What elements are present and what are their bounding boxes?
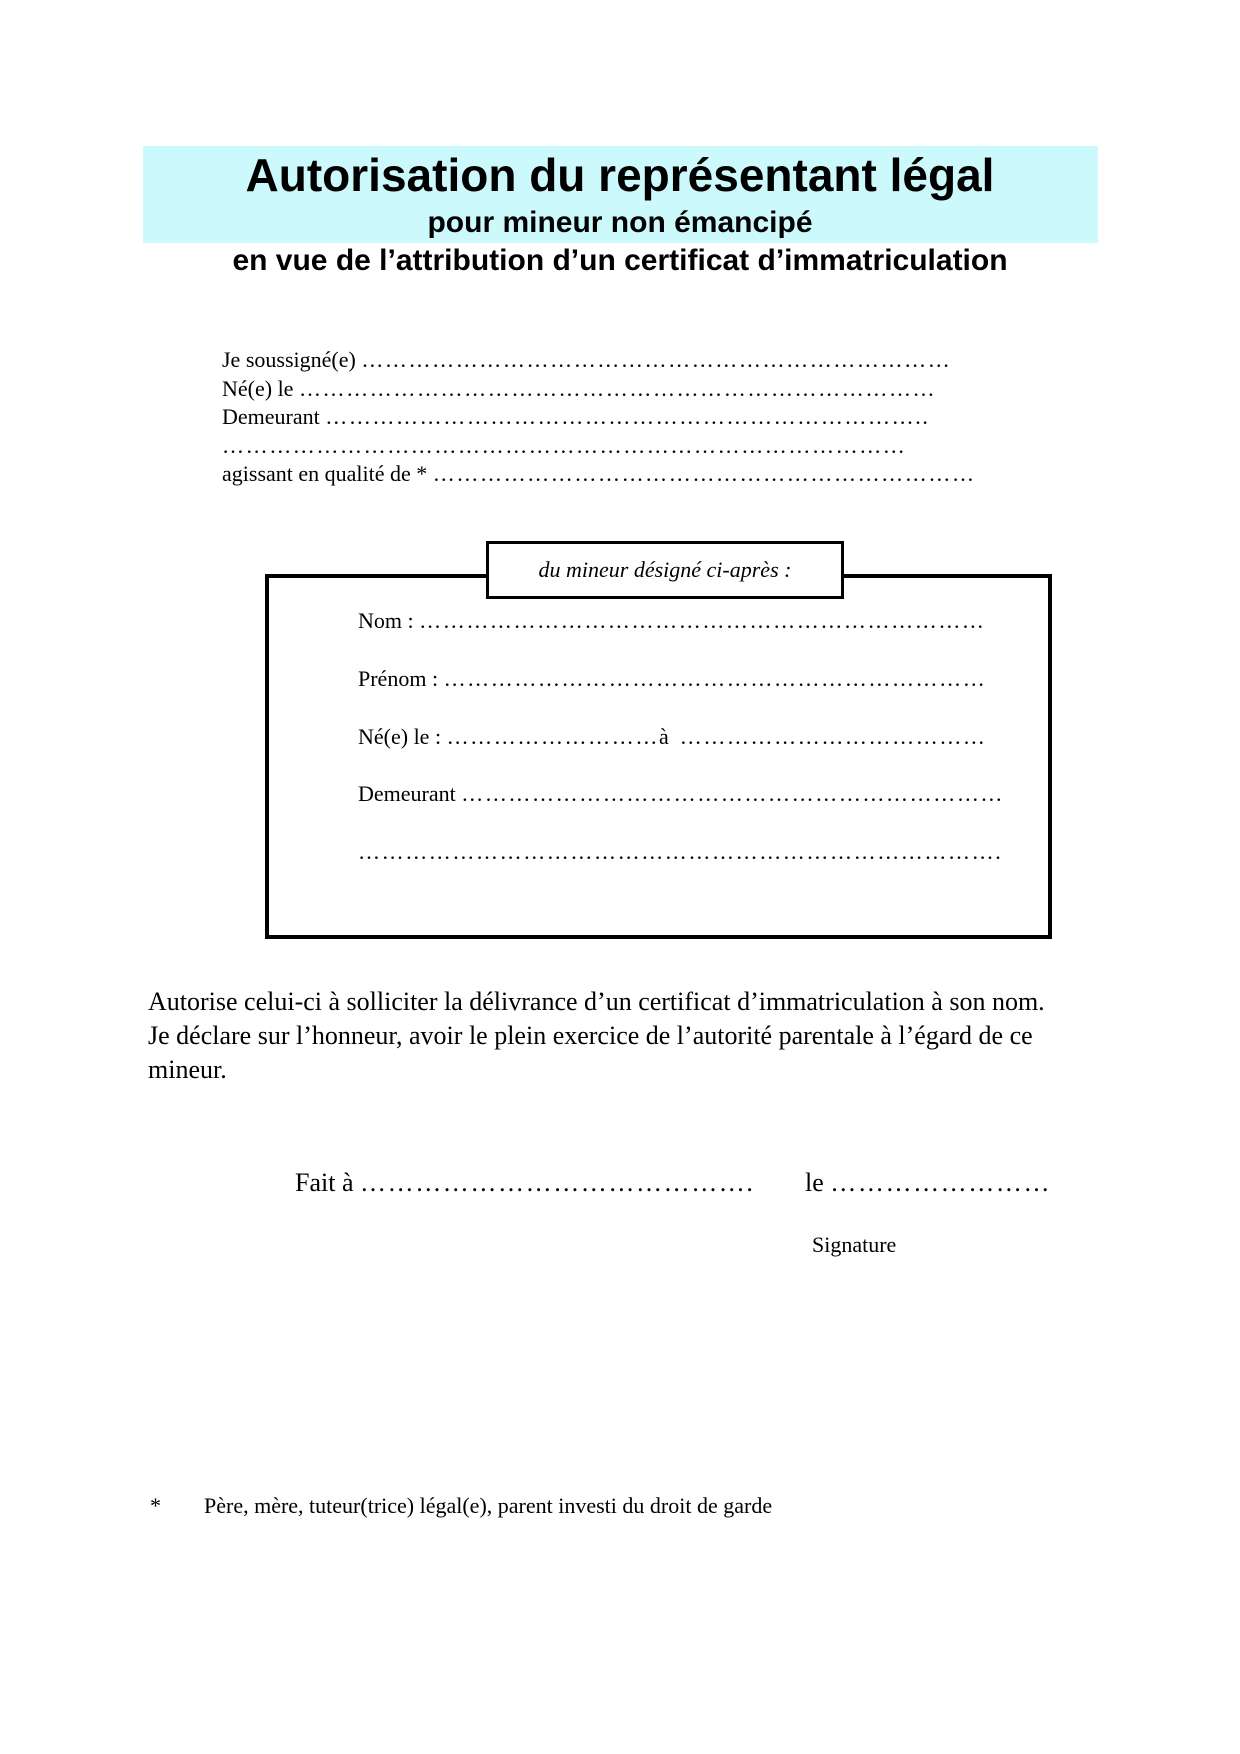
- minor-field-nom[interactable]: [358, 607, 986, 635]
- declaration-authorization: Autorise celui-ci à solliciter la délivrance d’un certificat d’immatriculation à son nom.: [148, 987, 1045, 1016]
- minor-field-ne-le-label: Né(e) le :: [358, 724, 442, 749]
- field-date-label: le: [805, 1168, 824, 1197]
- minor-field-nom-label: Nom :: [358, 608, 414, 633]
- field-demeurant-blank[interactable]: …………………………………………………………………..: [325, 404, 930, 429]
- minor-field-ne-le-blank[interactable]: ………………………: [446, 724, 659, 749]
- document-subtitle-minor: pour mineur non émancipé: [427, 206, 813, 239]
- declaration: [148, 985, 1088, 1087]
- document-title: Autorisation du représentant légal: [245, 149, 995, 201]
- field-date-blank[interactable]: ……………………: [830, 1168, 1052, 1197]
- field-demeurant[interactable]: [222, 403, 929, 431]
- field-date[interactable]: [805, 1166, 1051, 1200]
- minor-field-ne-le[interactable]: [358, 723, 987, 751]
- field-soussigne-label: Je soussigné(e): [222, 347, 356, 372]
- field-soussigne[interactable]: [222, 346, 951, 374]
- footnote-marker: *: [150, 1493, 161, 1518]
- signature-label: Signature: [812, 1232, 897, 1257]
- minor-field-demeurant-line2[interactable]: [358, 838, 1002, 866]
- declaration-honour: Je déclare sur l’honneur, avoir le plein exercice de l’autorité parentale à l’égard de ce mineur.: [148, 1021, 1033, 1084]
- minor-field-a-blank[interactable]: …………………………………: [679, 724, 987, 749]
- footnote-text: Père, mère, tuteur(trice) légal(e), parent investi du droit de garde: [204, 1493, 773, 1518]
- minor-field-demeurant-blank[interactable]: ……………………………………………………………: [461, 781, 1005, 806]
- field-ne-le-blank[interactable]: ………………………………………………………………………: [298, 376, 937, 401]
- field-ne-le[interactable]: [222, 375, 936, 403]
- field-fait-a-label: Fait à: [295, 1168, 354, 1197]
- document-subtitle-purpose: en vue de l’attribution d’un certificat d’immatriculation: [232, 244, 1008, 277]
- field-fait-a-blank[interactable]: …………………………………….: [360, 1168, 755, 1197]
- minor-field-prenom-blank[interactable]: ……………………………………………………………: [443, 666, 987, 691]
- minor-box-label-text: du mineur désigné ci-après :: [538, 557, 792, 582]
- field-demeurant-label: Demeurant: [222, 404, 320, 429]
- field-demeurant-line2[interactable]: [222, 432, 906, 460]
- field-fait-a[interactable]: [295, 1166, 755, 1200]
- minor-field-prenom[interactable]: [358, 665, 986, 693]
- minor-box-label: [486, 541, 844, 599]
- field-soussigne-blank[interactable]: …………………………………………………………………: [361, 347, 952, 372]
- minor-field-demeurant-label: Demeurant: [358, 781, 456, 806]
- field-qualite-label: agissant en qualité de *: [222, 461, 428, 486]
- field-qualite-blank[interactable]: ……………………………………………………………: [432, 461, 976, 486]
- field-ne-le-label: Né(e) le: [222, 376, 294, 401]
- minor-field-nom-blank[interactable]: ………………………………………………………………: [419, 608, 986, 633]
- minor-field-demeurant[interactable]: [358, 780, 1004, 808]
- minor-field-demeurant-line2-blank[interactable]: ……………………………………………………………………….: [358, 839, 1003, 864]
- minor-field-a-label: à: [658, 724, 669, 749]
- field-demeurant-line2-blank[interactable]: ……………………………………………………………………………: [222, 433, 907, 458]
- minor-field-prenom-label: Prénom :: [358, 666, 439, 691]
- field-qualite[interactable]: [222, 460, 976, 488]
